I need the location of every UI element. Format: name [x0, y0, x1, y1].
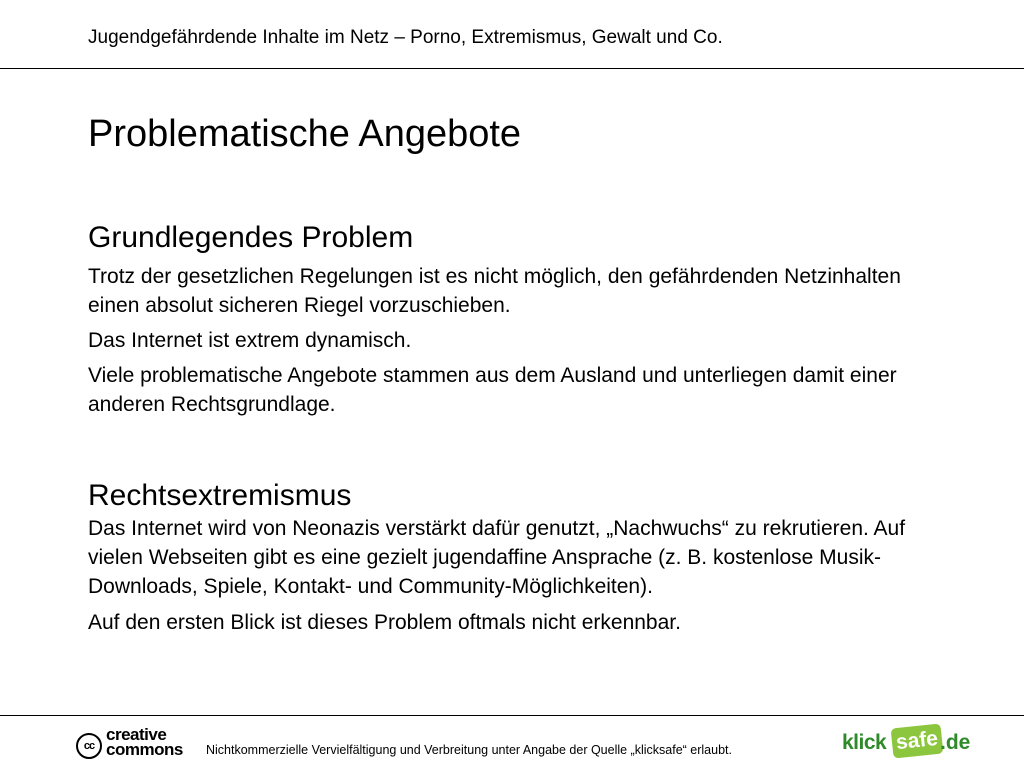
klicksafe-logo-klick: klick [842, 731, 887, 754]
page-title: Problematische Angebote [88, 113, 522, 155]
paragraph: Auf den ersten Blick ist dieses Problem oftmals nicht erkennbar. [88, 611, 681, 634]
section-heading: Grundlegendes Problem [88, 221, 414, 254]
cc-badge-icon: cc [76, 733, 102, 759]
paragraph: Trotz der gesetzlichen Regelungen ist es nicht möglich, den gefährdenden Netzinhalten einen absolut sicheren Riegel vorzuschieben. [88, 265, 901, 317]
section-grundlegendes-problem [88, 220, 948, 419]
klicksafe-logo-de: .de [940, 731, 971, 754]
paragraph: Das Internet ist extrem dynamisch. [88, 329, 412, 352]
header-title: Jugendgefährdende Inhalte im Netz – Porno, Extremismus, Gewalt und Co. [88, 27, 723, 48]
section-rechtsextremismus [88, 478, 948, 637]
paragraph: Das Internet wird von Neonazis verstärkt dafür genutzt, „Nachwuchs“ zu rekrutieren. Auf vielen Webseiten gibt es eine gezielt jugendaffine Ansprache (z. B. kostenlose Musik-Downloads, Spiele, Kontakt- und Community-Möglichkeiten). [88, 517, 906, 598]
klicksafe-logo [842, 722, 971, 766]
header-divider [0, 68, 1024, 69]
footer-license-text: Nichtkommerzielle Vervielfältigung und Verbreitung unter Angabe der Quelle „klicksafe“ erlaubt. [206, 743, 732, 757]
section-heading: Rechtsextremismus [88, 479, 352, 512]
cc-word-creative: creative [106, 725, 167, 744]
cc-word-commons: commons [106, 740, 183, 759]
creative-commons-logo [76, 727, 202, 763]
footer-divider [0, 715, 1024, 716]
klicksafe-logo-safe: safe [891, 723, 944, 758]
cc-wordmark [106, 727, 183, 757]
paragraph: Viele problematische Angebote stammen aus dem Ausland und unterliegen damit einer anderen Rechtsgrundlage. [88, 364, 897, 416]
